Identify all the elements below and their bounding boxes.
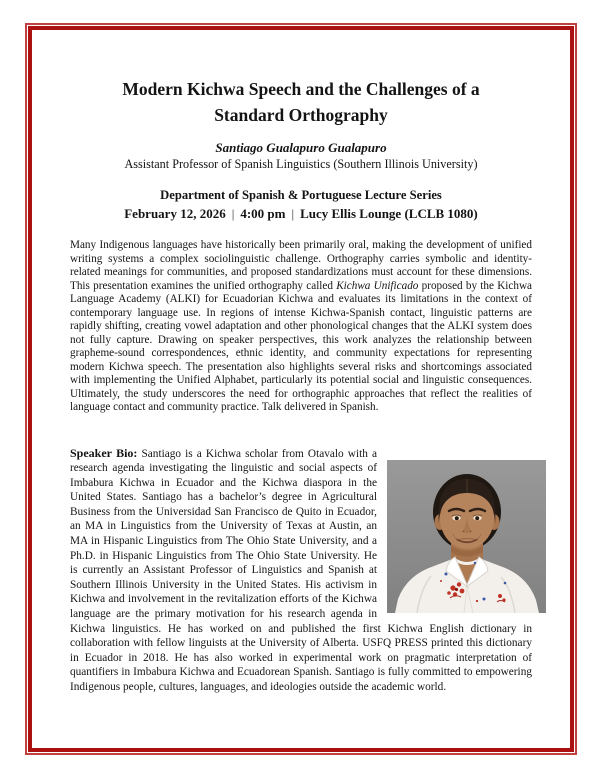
flyer-border [25,23,577,755]
speaker-name: Santiago Gualapuro Gualapuro [215,140,387,155]
separator: | [231,206,235,221]
event-block [70,187,532,224]
speaker-affiliation: Assistant Professor of Spanish Linguistics (Southern Illinois University) [124,157,478,171]
event-date: February 12, 2026 [124,206,226,221]
speaker-portrait-illustration [387,460,546,613]
abstract-italic-term: Kichwa Unificado [336,279,419,292]
lecture-series-title: Department of Spanish & Portuguese Lecture Series [160,188,442,202]
bio-text: Santiago is a Kichwa scholar from Otavalo with a research agenda investigating the linguistic and social aspects of Imbabura Kichwa in Ecuador and the Kichwa diaspora in the United States. Santiago has a bachelor’s degree in Agricultural Business from the Universidad San Francisco de Quito in Ecuador, an MA in Linguistics from the University of Texas at Austin, an MA in Hispanic Linguistics from The Ohio State University, and a Ph.D. in Hispanic Linguistics from The Ohio State University. He is currently an Assistant Professor of Linguistics and Spanish at Southern Illinois University in the United States. His activism in Kichwa and involvement in the revitalization efforts of the Kichwa language are the primary motivation for his research agenda in Kichwa linguistics. He has worked on and published the first Kichwa English dictionary in collaboration with fellow linguists at the University of Alberta. USFQ PRESS printed this dictionary in Ecuador in 2018. He has also worked in experimental work on pragmatic interpretation of quantifiers in Imbabura Kichwa and Ecuadorean Spanish. Santiago is fully committed to empowering Indigenous people, cultures, languages, and ideologies outside the academic world. [70,447,532,693]
speaker-block [70,140,532,173]
abstract-part-1: Many Indigenous languages have historically been primarily oral, making the development of unified writing systems a complex sociolinguistic challenge. Orthography carries symbolic and identity-related meanings for communities, and proposed standardizations must account for these dimensions. This presentation examines the unified orthography called [70,239,532,292]
flyer-border-inner [28,26,574,752]
page-title [70,76,532,128]
title-line-1: Modern Kichwa Speech and the Challenges of a [122,79,480,99]
bio-label: Speaker Bio: [70,445,138,460]
event-details [70,204,532,224]
event-location: Lucy Ellis Lounge (LCLB 1080) [300,206,478,221]
abstract-text [70,239,532,415]
event-time: 4:00 pm [240,206,286,221]
speaker-bio-section [70,446,532,695]
separator: | [291,206,295,221]
flyer-content [32,76,570,695]
title-line-2: Standard Orthography [214,105,388,125]
speaker-photo [387,460,546,613]
abstract-part-2: proposed by the Kichwa Language Academy (ALKI) for Ecuadorian Kichwa and evaluates its limitations in the context of contemporary language use. In regions of intense Kichwa-Spanish contact, linguistic patterns are rapidly shifting, creating vowel adaptation and other phonological changes that the ALKI system does not fully capture. Drawing on speaker perspectives, this work analyzes the relationship between grapheme-sound correspondences, ethnic identity, and community expectations for representing modern Kichwa speech. The presentation also highlights several risks and shortcomings associated with implementing the Unified Alphabet, particularly its potential social and linguistic consequences. Ultimately, the study underscores the need for orthographic approaches that reflect the realities of language contact and community practice. Talk delivered in Spanish. [70,279,532,413]
